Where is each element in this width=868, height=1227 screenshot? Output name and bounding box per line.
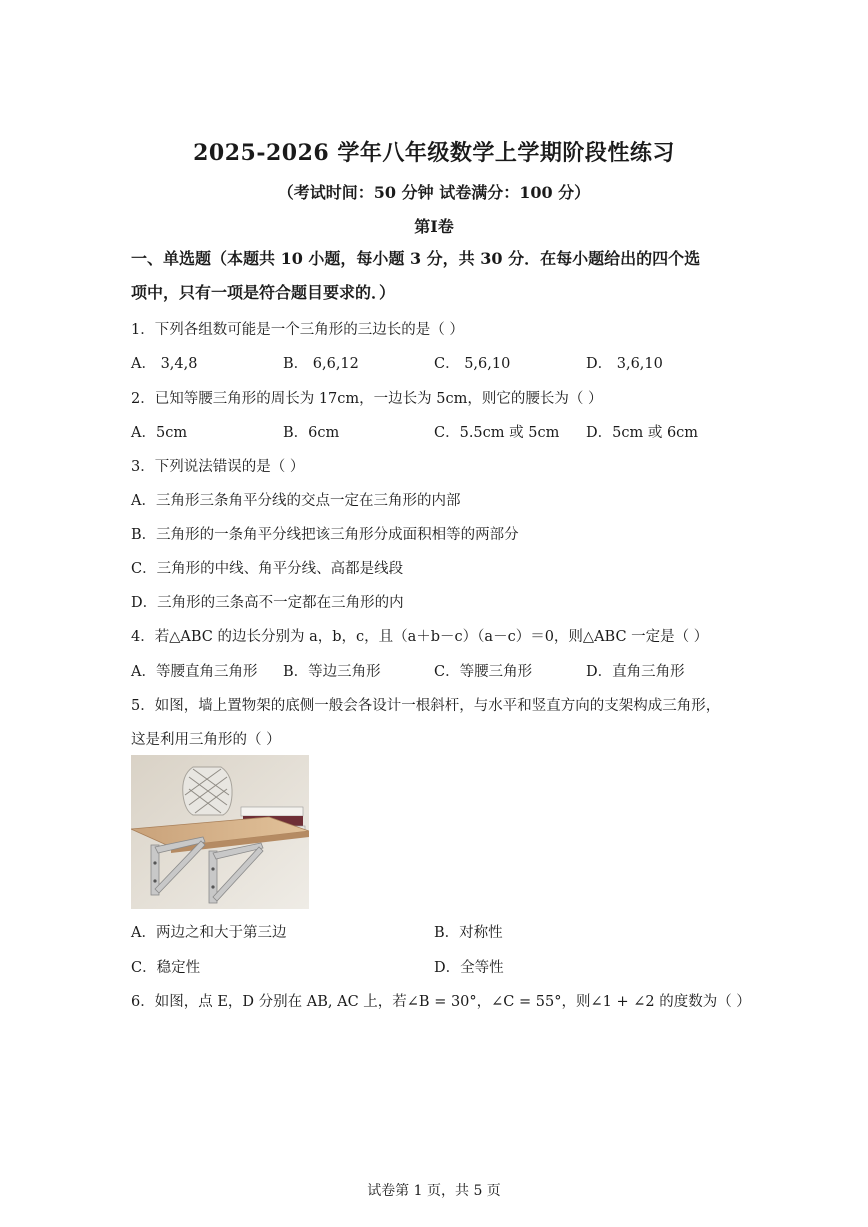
question-5-option-b: B．对称性 — [434, 925, 503, 941]
question-2-option-a: A．5cm — [131, 425, 188, 441]
question-1-option-b: B． 6,6,12 — [283, 356, 359, 372]
question-4-stem: 4．若△ABC 的边长分别为 a，b，c，且（a＋b－c）（a－c）＝0，则△ABC 一定是（ ） — [131, 629, 709, 645]
section-heading-line2: 项中，只有一项是符合题目要求的．） — [131, 283, 396, 302]
question-2-option-c: C．5.5cm 或 5cm — [434, 425, 560, 441]
question-5-option-a: A．两边之和大于第三边 — [131, 925, 287, 941]
question-6-stem: 6．如图，点 E，D 分别在 AB, AC 上，若∠B = 30°，∠C = 55°，则∠1 + ∠2 的度数为（ ） — [131, 994, 751, 1010]
question-5-option-c: C．稳定性 — [131, 960, 201, 976]
wall-shelf-photo — [131, 755, 309, 909]
question-1-option-d: D． 3,6,10 — [586, 356, 663, 372]
question-2-option-d: D．5cm 或 6cm — [586, 425, 699, 441]
question-3-option-d: D．三角形的三条高不一定都在三角形的内 — [131, 595, 404, 611]
question-1-option-c: C． 5,6,10 — [434, 356, 511, 372]
question-4-option-d: D．直角三角形 — [586, 664, 685, 680]
volume-label: 第I卷 — [414, 217, 454, 236]
question-5-stem-line1: 5．如图，墙上置物架的底侧一般会各设计一根斜杆，与水平和竖直方向的支架构成三角形， — [131, 698, 721, 714]
question-1-option-a: A． 3,4,8 — [131, 356, 198, 372]
question-5-option-d: D．全等性 — [434, 960, 504, 976]
question-1-stem: 1．下列各组数可能是一个三角形的三边长的是（ ） — [131, 322, 464, 338]
section-heading — [131, 242, 751, 310]
question-3-option-b: B．三角形的一条角平分线把该三角形分成面积相等的两部分 — [131, 527, 519, 543]
page-footer: 试卷第 1 页，共 5 页 — [367, 1183, 501, 1199]
question-5-stem-line2: 这是利用三角形的（ ） — [131, 732, 281, 748]
question-4-option-c: C．等腰三角形 — [434, 664, 533, 680]
question-3-stem: 3．下列说法错误的是（ ） — [131, 459, 305, 475]
section-heading-line1: 一、单选题（本题共 10 小题，每小题 3 分，共 30 分．在每小题给出的四个选 — [131, 249, 701, 268]
question-4-option-a: A．等腰直角三角形 — [131, 664, 258, 680]
question-2-option-b: B．6cm — [283, 425, 340, 441]
question-4-option-b: B．等边三角形 — [283, 664, 381, 680]
question-3-option-a: A．三角形三条角平分线的交点一定在三角形的内部 — [131, 493, 461, 509]
question-3-option-c: C．三角形的中线、角平分线、高都是线段 — [131, 561, 404, 577]
question-2-stem: 2．已知等腰三角形的周长为 17cm，一边长为 5cm，则它的腰长为（ ） — [131, 391, 603, 407]
exam-subtitle: （考试时间：50 分钟 试卷满分：100 分） — [277, 183, 591, 202]
exam-title: 2025-2026 学年八年级数学上学期阶段性练习 — [193, 140, 675, 166]
